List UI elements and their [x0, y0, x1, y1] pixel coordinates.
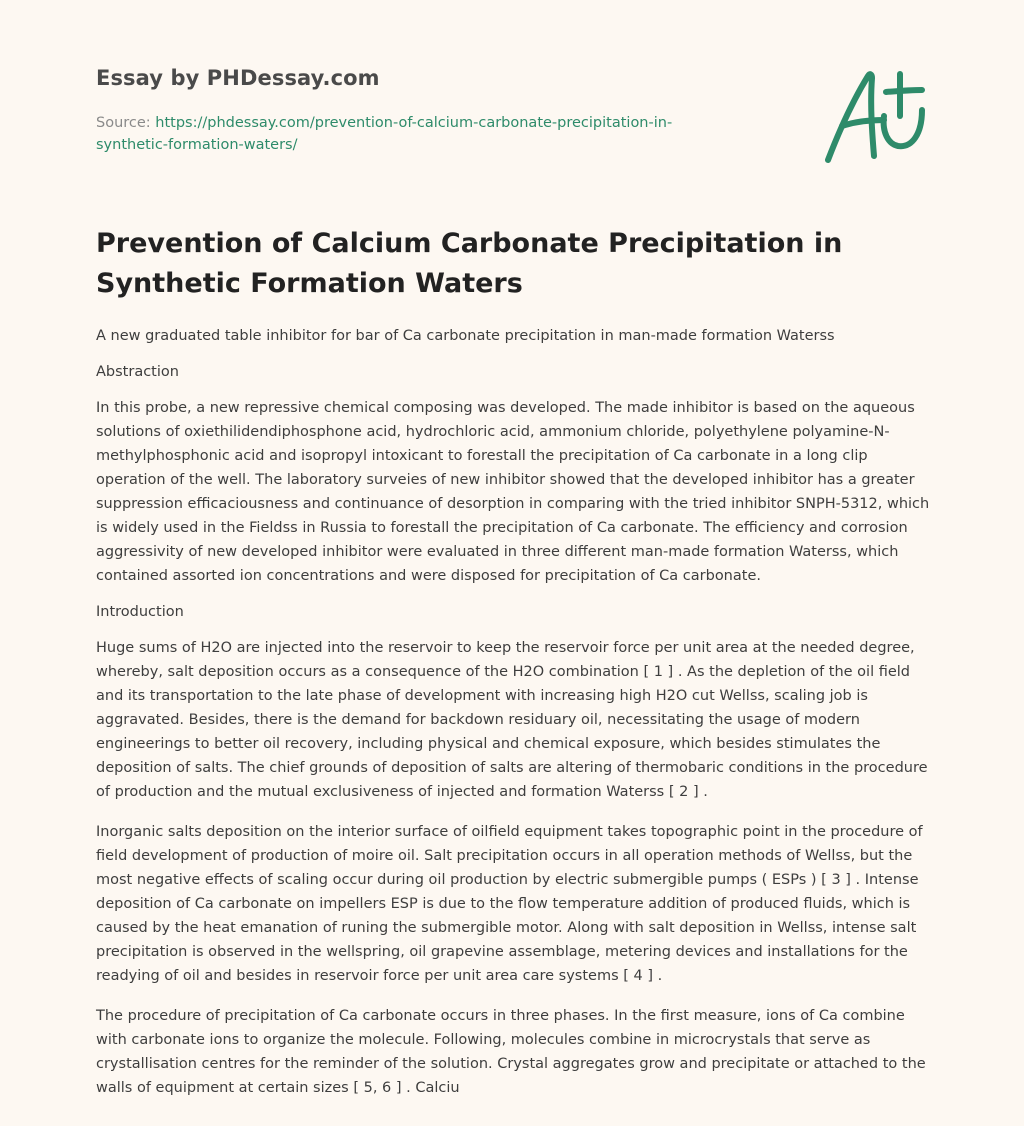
abstract-paragraph: In this probe, a new repressive chemical composing was developed. The made inhibitor is based on the aqueous solutions of oxiethilidendiphosphone acid, hydrochloric acid, ammonium chloride, polyethylene polyamine-N-methylphosphonic acid and isopropyl intoxicant to forestall the precipitation of Ca carbonate in a long clip operation of the well. The laboratory surveies of new inhibitor showed that the developed inhibitor has a greater suppression efficaciousness and continuance of desorption in comparing with the tried inhibitor SNPH-5312, which is widely used in the Fieldss in Russia to forestall the precipitation of Ca carbonate. The efficiency and corrosion aggressivity of new developed inhibitor were evaluated in three different man-made formation Waterss, which contained assorted ion concentrations and were disposed for precipitation of Ca carbonate. [96, 400, 930, 584]
body-paragraph: Huge sums of H2O are injected into the reservoir to keep the reservoir force per unit area at the needed degree, whereby, salt deposition occurs as a consequence of the H2O combination [ 1 ] . As the depletion of the oil field and its transportation to the late phase of development with increasing high H2O cut Wellss, scaling job is aggravated. Besides, there is the demand for backdown residuary oil, necessitating the usage of modern engineerings to better oil recovery, including physical and chemical exposure, which besides stimulates the deposition of salts. The chief grounds of deposition of salts are altering of thermobaric conditions in the procedure of production and the mutual exclusiveness of injected and formation Waterss [ 2 ] . [96, 640, 928, 800]
introduction-heading: Introduction [96, 604, 184, 620]
site-brand: Essay by PHDessay.com [96, 66, 380, 90]
essay-body [96, 324, 936, 1116]
body-paragraph: Inorganic salts deposition on the interior surface of oilfield equipment takes topographic point in the procedure of field development of production of moire oil. Salt precipitation occurs in all operation methods of Wellss, but the most negative effects of scaling occur during oil production by electric submergible pumps ( ESPs ) [ 3 ] . Intense deposition of Ca carbonate on impellers ESP is due to the flow temperature addition of produced fluids, which is caused by the heat emanation of runing the submergible motor. Along with salt deposition in Wellss, intense salt precipitation is observed in the wellspring, oil grapevine assemblage, metering devices and installations for the readying of oil and besides in reservoir force per unit area care systems [ 4 ] . [96, 824, 923, 984]
essay-title: Prevention of Calcium Carbonate Precipitation in Synthetic Formation Waters [96, 228, 843, 299]
source-line [96, 112, 736, 156]
body-paragraph: The procedure of precipitation of Ca carbonate occurs in three phases. In the first measure, ions of Ca combine with carbonate ions to organize the molecule. Following, molecules combine in microcrystals that serve as crystallisation centres for the reminder of the solution. Crystal aggregates grow and precipitate or attached to the walls of equipment at certain sizes [ 5, 6 ] . Calciu [96, 1008, 926, 1096]
a-plus-logo-icon [822, 64, 932, 168]
source-link[interactable]: https://phdessay.com/prevention-of-calcium-carbonate-precipitation-in-synthetic-formation-waters/ [96, 115, 673, 153]
source-label: Source: [96, 115, 156, 131]
abstract-heading: Abstraction [96, 364, 179, 380]
essay-subtitle: A new graduated table inhibitor for bar of Ca carbonate precipitation in man-made formation Waterss [96, 328, 835, 344]
